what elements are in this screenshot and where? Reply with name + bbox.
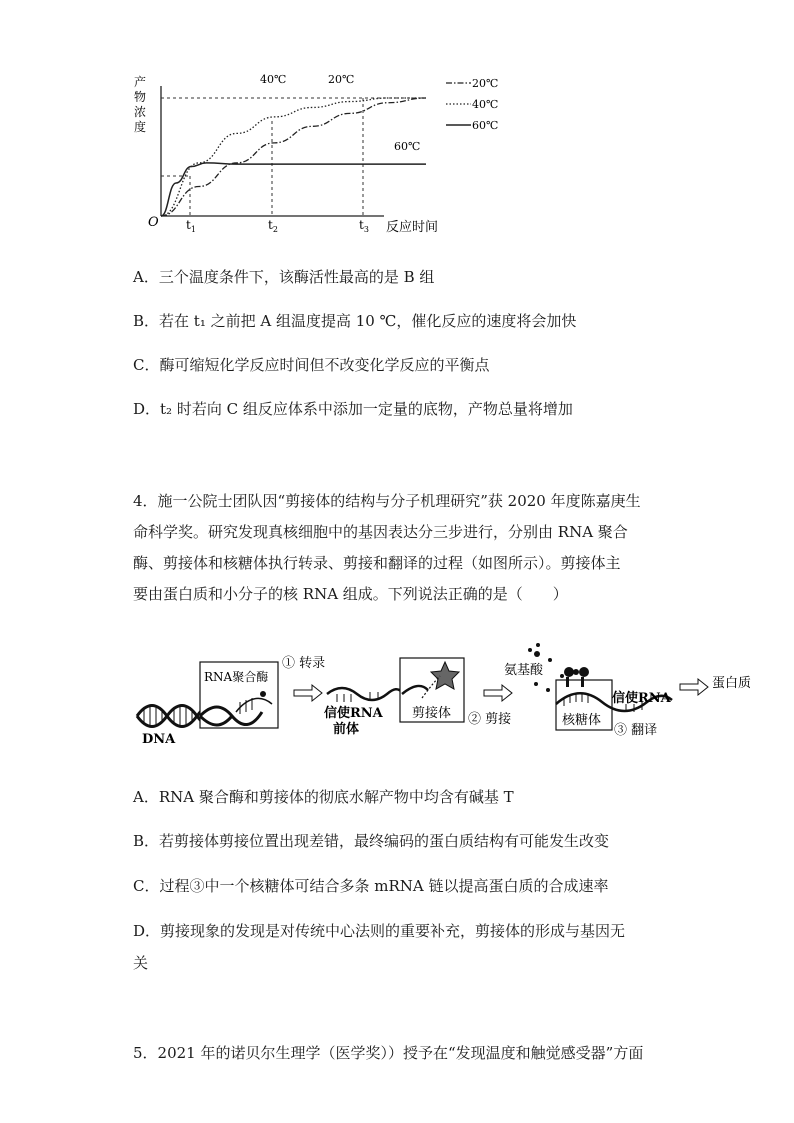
enzyme-temperature-chart — [128, 66, 518, 244]
step-2-label: ② 剪接 — [468, 712, 512, 727]
q4-stem-line-4: 要由蛋白质和小分子的核 RNA 组成。下列说法正确的是（ ） — [133, 585, 568, 603]
series-line-40c — [161, 98, 426, 216]
series-line-60c — [161, 163, 426, 216]
y-axis-label-char: 产 — [133, 75, 147, 89]
y-axis-label — [134, 74, 146, 134]
pre-mrna-label-1: 信使RNA — [324, 706, 383, 721]
y-axis-label-char: 浓 — [133, 105, 147, 119]
q4-option-d-line-1: D．剪接现象的发现是对传统中心法则的重要补充，剪接体的形成与基因无 — [133, 922, 626, 940]
q4-option-c: C．过程③中一个核糖体可结合多条 mRNA 链以提高蛋白质的合成速率 — [133, 877, 609, 895]
q4-stem-line-1: 4．施一公院士团队因“剪接体的结构与分子机理研究”获 2020 年度陈嘉庚生 — [133, 492, 641, 510]
mrna-label: 信使RNA — [612, 691, 671, 706]
pre-mrna-label-2: 前体 — [333, 722, 360, 737]
arrow-1 — [294, 685, 322, 701]
legend-label-40: 40℃ — [472, 98, 499, 111]
rna-polymerase-label: RNA聚合酶 — [204, 670, 269, 684]
series-line-20c — [161, 98, 426, 216]
x-axis-label: 反应时间 — [386, 220, 439, 235]
y-axis-label-char: 度 — [133, 120, 147, 134]
origin-label: O — [148, 215, 159, 230]
q4-stem-line-3: 酶、剪接体和核糖体执行转录、剪接和翻译的过程（如图所示）。剪接体主 — [133, 554, 621, 572]
arrow-2 — [484, 685, 512, 701]
annotation-20: 20℃ — [328, 73, 355, 86]
q3-option-b: B．若在 t₁ 之前把 A 组温度提高 10 ℃，催化反应的速度将会加快 — [133, 312, 577, 330]
amino-acid-label: 氨基酸 — [504, 663, 544, 678]
q4-stem — [133, 486, 673, 610]
step-3-label: ③ 翻译 — [614, 723, 658, 738]
ribosome-label: 核糖体 — [562, 713, 602, 728]
chart-svg — [128, 66, 518, 244]
q4-stem-line-2: 命科学奖。研究发现真核细胞中的基因表达分三步进行，分别由 RNA 聚合 — [133, 523, 628, 541]
q4-option-b: B．若剪接体剪接位置出现差错，最终编码的蛋白质结构有可能发生改变 — [133, 832, 610, 850]
arrow-3 — [680, 679, 708, 695]
step-1-label: ① 转录 — [282, 656, 326, 671]
q3-option-a: A．三个温度条件下，该酶活性最高的是 B 组 — [133, 268, 435, 286]
pre-mrna-strand — [327, 688, 402, 702]
q3-option-d: D．t₂ 时若向 C 组反应体系中添加一定量的底物，产物总量将增加 — [133, 400, 573, 418]
protein-label: 蛋白质 — [712, 676, 752, 691]
series-group — [161, 98, 426, 216]
legend — [446, 77, 498, 132]
gene-expression-diagram — [132, 632, 764, 750]
q4-option-a: A．RNA 聚合酶和剪接体的彻底水解产物中均含有碱基 T — [133, 788, 514, 806]
dna-label: DNA — [142, 732, 176, 747]
annotation-40: 40℃ — [260, 73, 287, 86]
diagram-svg — [132, 632, 764, 750]
x-tick-labels — [186, 218, 369, 234]
q5-stem-line-1: 5．2021 年的诺贝尔生理学（医学奖））授予在“发现温度和触觉感受器”方面 — [133, 1044, 644, 1062]
x-tick-t2: $t_2$ — [268, 218, 278, 234]
y-axis-label-char: 物 — [133, 90, 147, 104]
x-tick-t3: $t_3$ — [359, 218, 369, 234]
annotation-60: 60℃ — [394, 140, 421, 153]
q3-option-c: C．酶可缩短化学反应时间但不改变化学反应的平衡点 — [133, 356, 490, 374]
legend-label-20: 20℃ — [472, 77, 499, 90]
q4-option-d-line-2: 关 — [133, 954, 149, 972]
spliceosome-label: 剪接体 — [412, 706, 452, 721]
legend-label-60: 60℃ — [472, 119, 499, 132]
x-tick-t1: $t_1$ — [186, 218, 196, 234]
